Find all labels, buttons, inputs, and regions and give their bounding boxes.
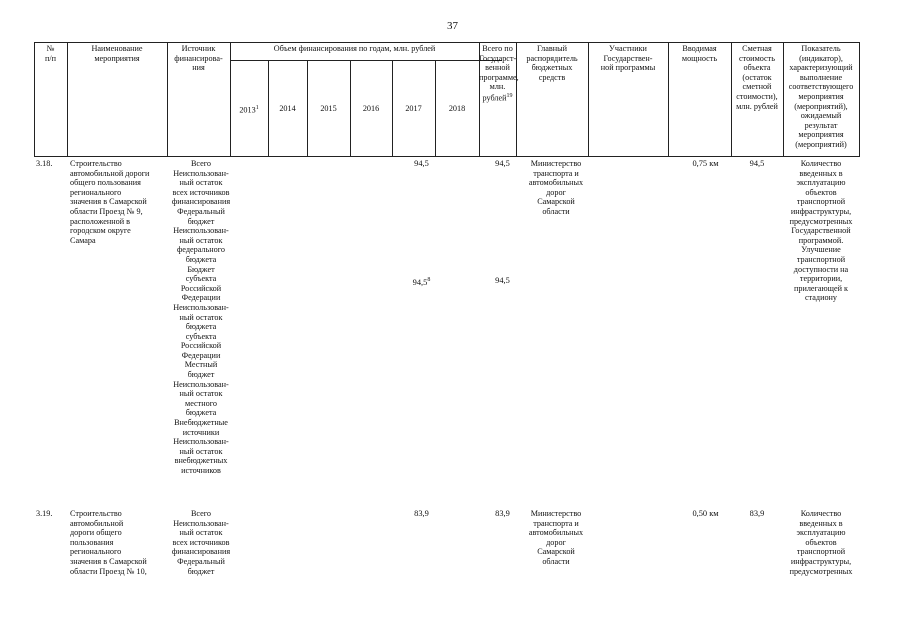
row-3-18-indicator: Количество введенных в эксплуатацию объектов транспортной инфраструктуры, предусмотренных Государственной программой. Улучшение транспортной доступности на территории, прилегающей к стадиону [789,159,853,303]
row-3-19-indicator: Количество введенных в эксплуатацию объектов транспортной инфраструктуры, предусмотренных [789,509,853,576]
row-3-18-cost: 94,5 [749,159,765,168]
row-3-18-capacity: 0,75 км [692,159,719,168]
header-name: Наименование мероприятия [91,44,143,63]
header-sources: Источник финансирова- ния [174,44,223,73]
header-year-2015: 2015 [320,104,337,113]
header-no: № п/п [44,44,57,63]
row-3-18-name: Строительство автомобильной дороги общего пользования регионального значения в Самарской области Проезд № 9, расположенной в городском округе Самара [70,159,150,245]
header-year-2014: 2014 [279,104,296,113]
row-3-19-name: Строительство автомобильной дороги общего пользования регионального значения в Самарской области Проезд № 10, [70,509,147,576]
row-3-19-no: 3.19. [36,509,53,518]
header-cost: Сметная стоимость объекта (остаток сметной стоимости), млн. рублей [736,44,778,111]
row-3-18-2017-total: 94,5 [414,159,429,168]
header-total [479,44,519,103]
year-label: 2013 [239,105,256,115]
col-border [230,42,231,156]
row-3-19-sources: Всего Неиспользован- ный остаток всех источников финансирования Федеральный бюджет [171,509,231,576]
row-3-19-2017-total: 83,9 [414,509,429,518]
header-participants: Участники Государствен- ной программы [600,44,656,73]
year-subheader-border [230,60,502,61]
header-indicator: Показатель (индикатор), характеризующий выполнение соответствующего мероприятия (мероприятий), ожидаемый результат мероприятия (мероприятий) [788,44,854,149]
row-3-19-total: 83,9 [495,509,510,518]
page-number: 37 [447,20,458,32]
footnote-mark: 19 [506,92,513,99]
row-3-18-manager: Министерство транспорта и автомобильных дорог Самарской области [528,159,584,216]
footnote-mark: 1 [255,105,259,111]
row-3-19-capacity: 0,50 км [692,509,719,518]
row-3-18-sources: Всего Неиспользован- ный остаток всех источников финансирования Федеральный бюджет Неиспользован- ный остаток федерального бюджета Бюджет субъекта Российской Федерации Неиспользован- ный остаток бюджета субъекта Российской Федерации Местный бюджет Неиспользован- ный остаток местного бюджета Внебюджетные источники Неиспользован- ный остаток внебюджетных источников [171,159,231,475]
header-year-2017: 2017 [405,104,422,113]
header-year-2013 [230,104,268,115]
row-3-18-total-regional: 94,5 [495,276,510,285]
row-3-18-no: 3.18. [36,159,53,168]
header-manager: Главный распорядитель бюджетных средств [526,44,578,82]
header-total-label: Всего по Государст- венной программе, млн. рублей [479,44,519,103]
row-3-18-2017-regional-value: 94,5 [412,277,428,287]
header-year-2018: 2018 [448,104,466,113]
header-capacity: Вводимая мощность [681,44,718,63]
header-year-2016: 2016 [362,104,380,113]
row-3-18-2017-regional [400,276,443,287]
header-funding: Объем финансирования по годам, млн. рублей [273,44,436,53]
header-bottom-border [34,156,860,157]
row-3-19-manager: Министерство транспорта и автомобильных дорог Самарской области [528,509,584,566]
row-3-18-total: 94,5 [495,159,510,168]
footnote-mark: 8 [427,277,431,283]
col-border [859,42,860,156]
table-top-border [34,42,860,43]
row-3-19-cost: 83,9 [749,509,765,518]
